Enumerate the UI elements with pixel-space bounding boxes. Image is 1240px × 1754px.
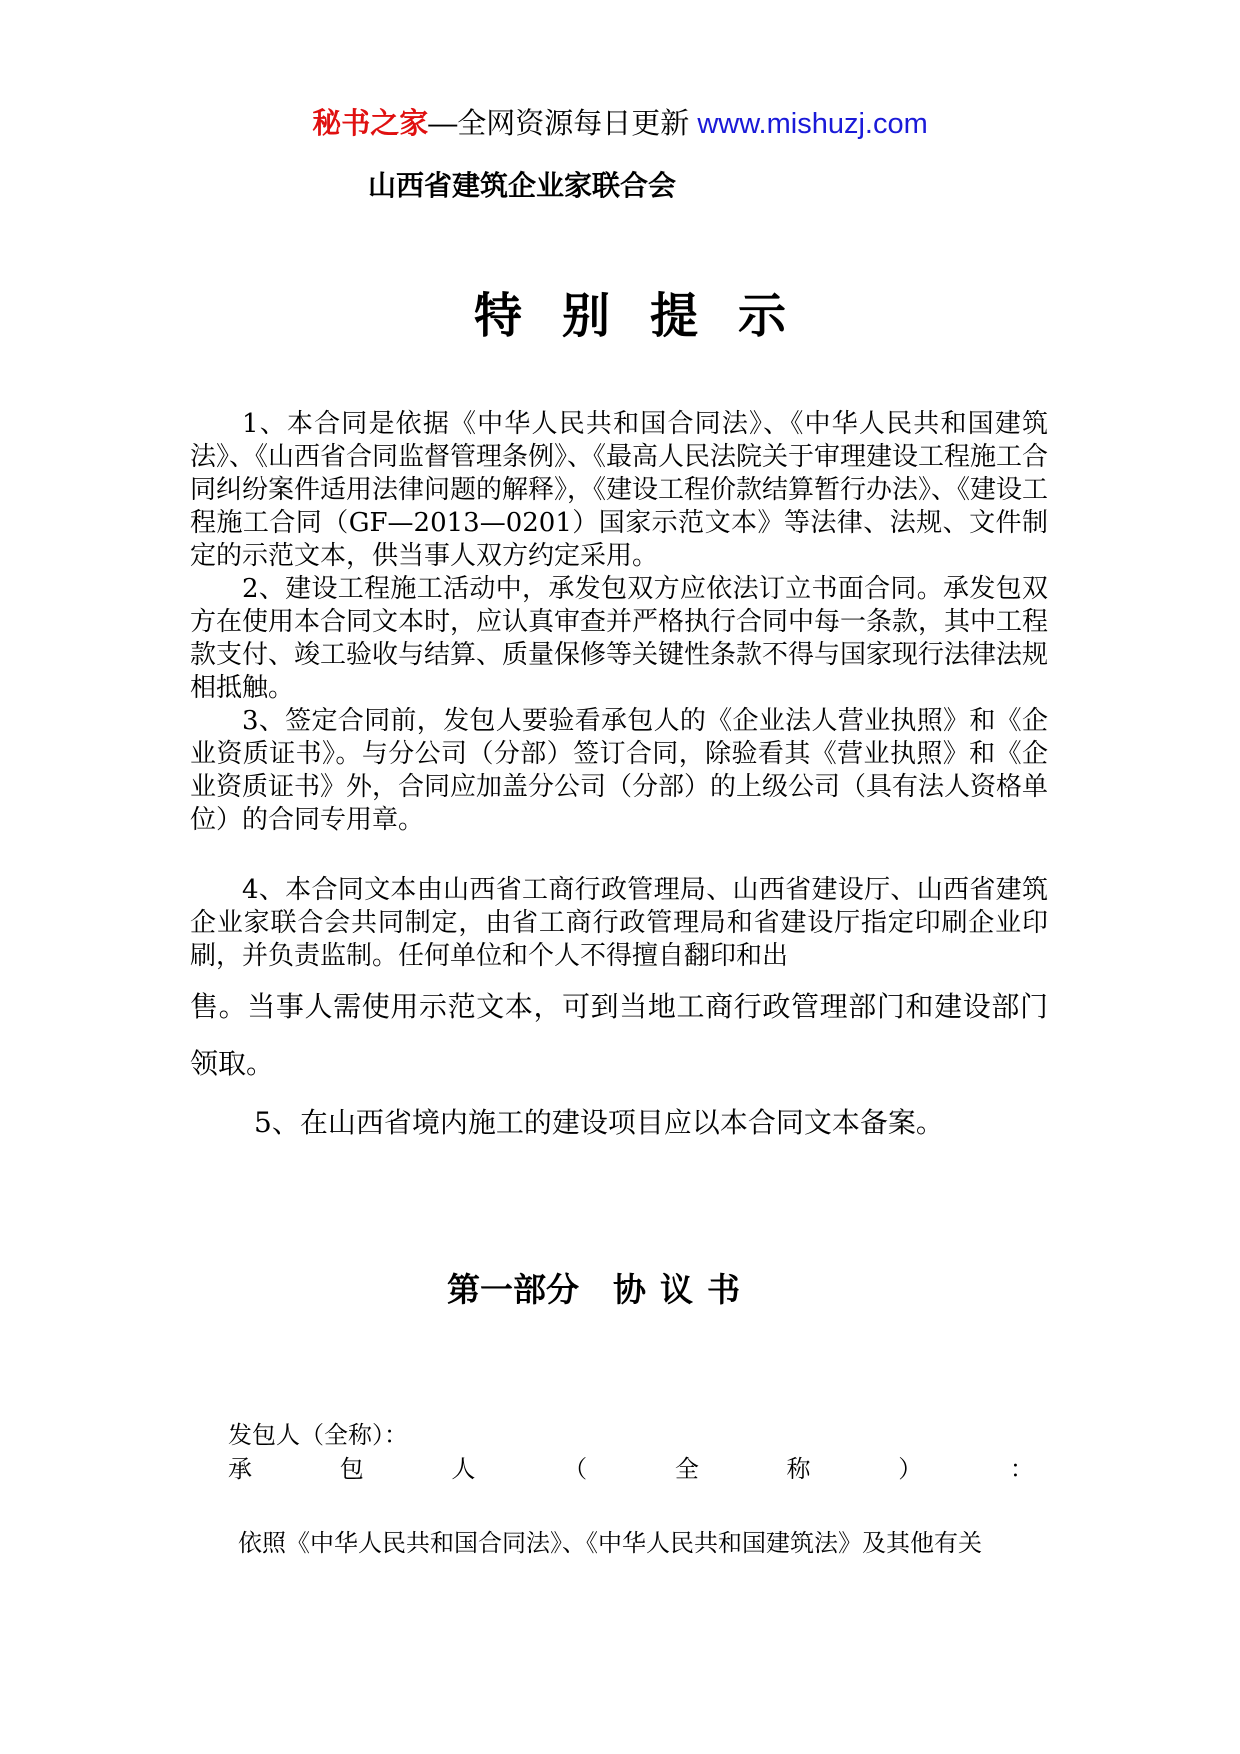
part-title: 第一部分 <box>447 1270 579 1309</box>
contractor-char: 人 <box>451 1455 476 1483</box>
contractor-char: 称 <box>786 1455 811 1483</box>
notice-item-3: 3、签定合同前，发包人要验看承包人的《企业法人营业执照》和《企业资质证书》。与分公司（分部）签订合同，除验看其《营业执照》和《企业资质证书》外，合同应加盖分公司（分部）的上级公司（具有法人资格单位）的合同专用章。 <box>190 706 1049 835</box>
notice-body <box>190 408 1048 837</box>
banner-tagline: —全网资源每日更新 <box>428 108 690 140</box>
contractor-char: （ <box>563 1455 588 1483</box>
site-banner <box>0 104 1240 144</box>
notice-item-1: 1、本合同是依据《中华人民共和国合同法》、《中华人民共和国建筑法》、《山西省合同监督管理条例》、《最高人民法院关于审理建设工程施工合同纠纷案件适用法律问题的解释》，《建设工程价款结算暂行办法》、《建设工程施工合同（GF—2013—0201）国家示范文本》等法律、法规、文件制定的示范文本，供当事人双方约定采用。 <box>190 409 1049 571</box>
notice-item-4-continued-block <box>190 978 1048 1092</box>
brand-name: 秘书之家 <box>312 108 429 140</box>
notice-item-4: 4、本合同文本由山西省工商行政管理局、山西省建设厅、山西省建筑企业家联合会共同制定，由省工商行政管理局和省建设厅指定印刷企业印刷，并负责监制。任何单位和个人不得擅自翻印和出 <box>190 875 1048 971</box>
contractor-char: 包 <box>339 1455 364 1483</box>
notice-item-5: 5、在山西省境内施工的建设项目应以本合同文本备案。 <box>254 1106 944 1139</box>
part-subtitle: 协议书 <box>613 1270 754 1309</box>
agreement-basis-text: 依照《中华人民共和国合同法》、《中华人民共和国建筑法》及其他有关 <box>238 1529 982 1557</box>
banner-url[interactable]: www.mishuzj.com <box>697 108 928 140</box>
notice-item-2: 2、建设工程施工活动中，承发包双方应依法订立书面合同。承发包双方在使用本合同文本时，应认真审查并严格执行合同中每一条款，其中工程款支付、竣工验收与结算、质量保修等关键性条款不得与国家现行法律法规相抵触。 <box>190 574 1049 703</box>
part-heading <box>447 1268 754 1312</box>
notice-title: 特别提示 <box>473 288 826 344</box>
contractor-char: ） <box>898 1455 923 1483</box>
contractor-char: ： <box>1009 1455 1034 1483</box>
notice-item-4-block <box>190 874 1048 973</box>
contractor-char: 全 <box>674 1455 699 1483</box>
contractor-field-label <box>228 1453 1034 1485</box>
organization-name: 山西省建筑企业家联合会 <box>368 169 677 202</box>
contractor-char: 承 <box>228 1455 252 1483</box>
employer-field-label: 发包人（全称）： <box>228 1421 408 1449</box>
notice-item-4-continued: 售。当事人需使用示范文本，可到当地工商行政管理部门和建设部门领取。 <box>190 990 1048 1080</box>
